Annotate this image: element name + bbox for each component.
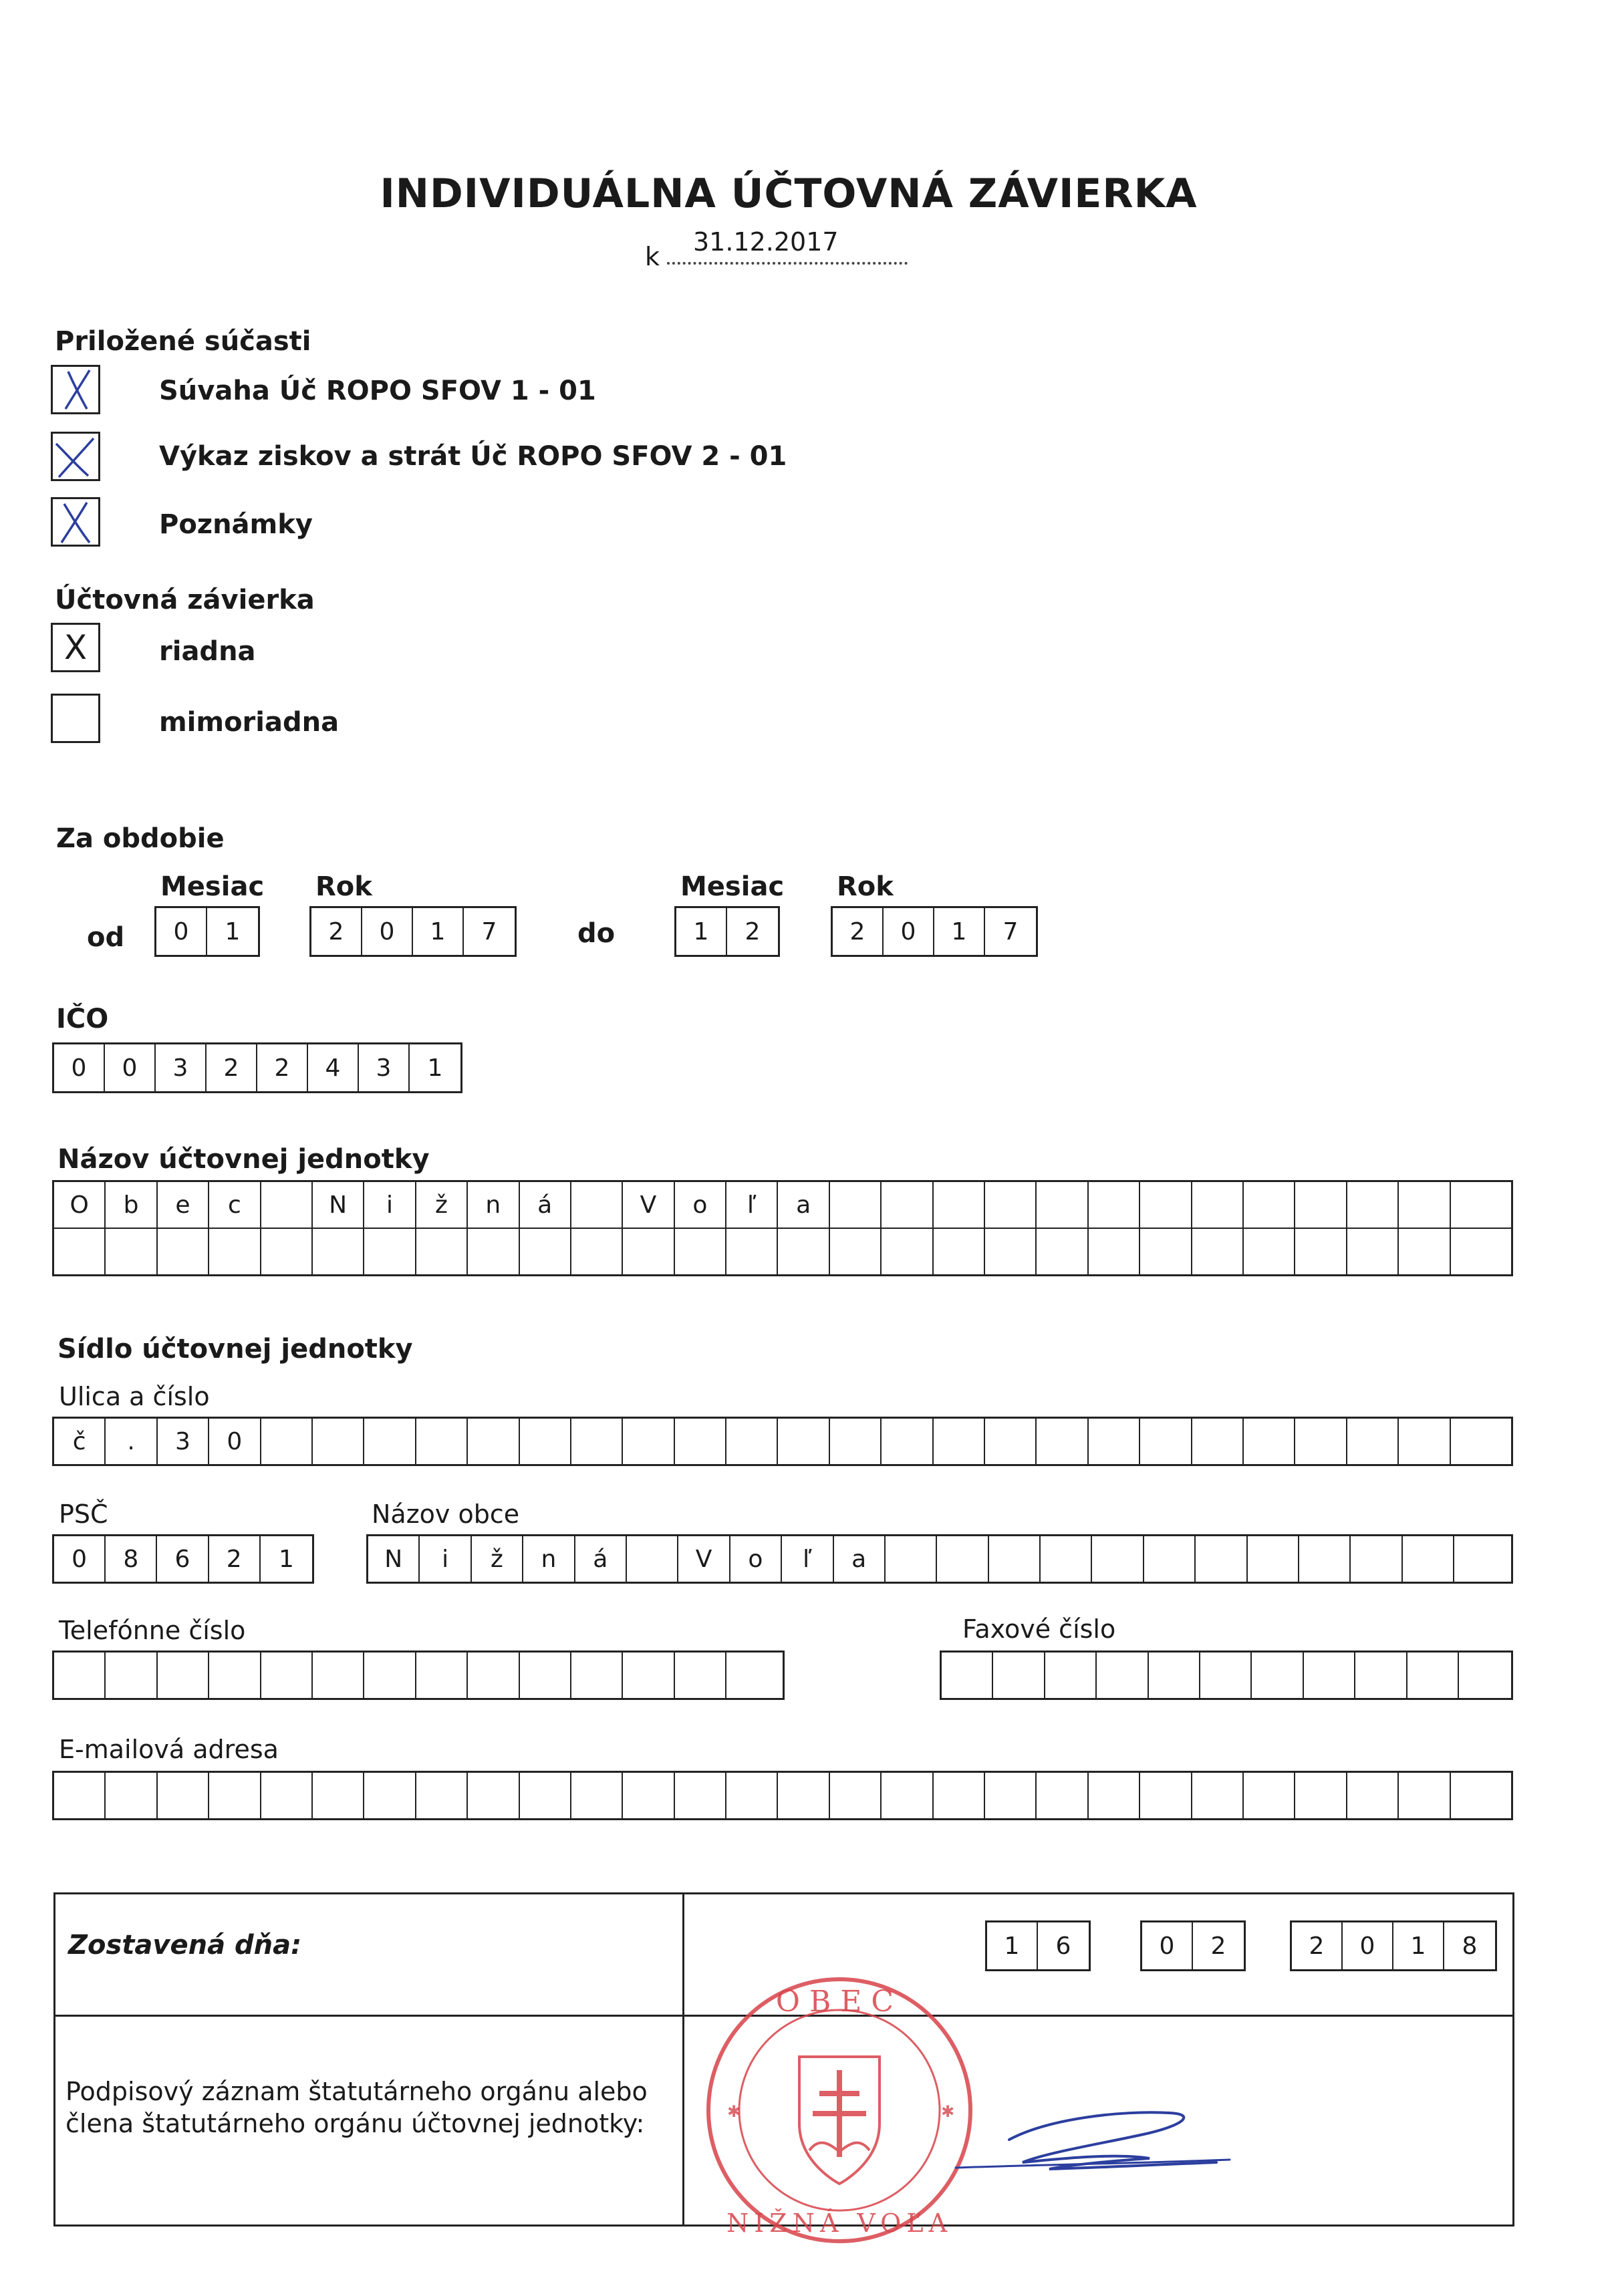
char-cell [1041, 1536, 1092, 1582]
street-row [54, 1419, 1511, 1464]
digit-cell: 7 [1002, 917, 1019, 946]
char-cell [1196, 1536, 1247, 1582]
char-cell [1140, 1182, 1192, 1228]
char-cell: b [106, 1182, 157, 1228]
digit-cell: 0 [1142, 1922, 1193, 1969]
fax-field[interactable] [940, 1651, 1513, 1700]
checkbox-regular[interactable] [51, 623, 100, 672]
checkbox-profit-loss[interactable] [51, 432, 100, 481]
char-cell [1149, 1653, 1200, 1698]
typed-x-mark: X [63, 628, 88, 667]
char-cell: e [158, 1182, 209, 1228]
char-cell [261, 1419, 313, 1464]
digit-cell: 7 [481, 917, 497, 946]
date-prefix: k [645, 242, 660, 271]
char-cell [1192, 1182, 1244, 1228]
char-cell: ž [472, 1536, 523, 1582]
char-cell [675, 1653, 726, 1698]
char-cell: 6 [157, 1536, 209, 1582]
char-cell: O [54, 1182, 106, 1228]
char-cell: . [106, 1419, 157, 1464]
fax-label: Faxové číslo [962, 1614, 1116, 1644]
char-cell [726, 1229, 778, 1274]
char-cell: á [575, 1536, 627, 1582]
char-cell [313, 1773, 364, 1818]
unit-name-heading: Názov účtovnej jednotky [57, 1144, 430, 1175]
char-cell [54, 1773, 106, 1818]
char-cell [1355, 1653, 1407, 1698]
zip-field[interactable] [52, 1534, 314, 1584]
compiled-year-field[interactable] [1290, 1920, 1497, 1971]
digit-cell: 0 [362, 908, 413, 955]
char-cell: i [420, 1536, 471, 1582]
char-cell: n [468, 1182, 519, 1228]
char-cell [313, 1229, 364, 1274]
digit-cell: 2 [833, 908, 884, 955]
char-cell [993, 1653, 1045, 1698]
char-cell [468, 1773, 519, 1818]
char-cell: o [730, 1536, 782, 1582]
char-cell [1244, 1182, 1295, 1228]
digit-cell: 0 [884, 908, 934, 955]
phone-field[interactable] [52, 1651, 785, 1700]
digit-cell: 0 [54, 1044, 105, 1091]
char-cell [985, 1773, 1037, 1818]
char-cell [934, 1182, 985, 1228]
digit-cell: 3 [156, 1044, 207, 1091]
zip-label: PSČ [59, 1499, 108, 1529]
char-cell: V [678, 1536, 730, 1582]
char-cell [934, 1773, 985, 1818]
char-cell [1045, 1653, 1097, 1698]
char-cell [468, 1419, 519, 1464]
char-cell [1454, 1536, 1506, 1582]
char-cell: V [623, 1182, 674, 1228]
char-cell [778, 1773, 829, 1818]
char-cell [1037, 1419, 1088, 1464]
digit-cell: 1 [427, 1054, 443, 1082]
char-cell [623, 1419, 674, 1464]
char-cell [261, 1773, 313, 1818]
phone-label: Telefónne číslo [59, 1616, 246, 1645]
char-cell [364, 1773, 416, 1818]
char-cell [675, 1773, 726, 1818]
char-cell [261, 1653, 313, 1698]
char-cell [623, 1229, 674, 1274]
to-month-label: Mesiac [680, 871, 785, 902]
from-year-label: Rok [315, 871, 372, 902]
to-year-label: Rok [837, 871, 894, 902]
ico-field[interactable] [52, 1042, 462, 1093]
attachment-label-profit-loss: Výkaz ziskov a strát Úč ROPO SFOV 2 - 01 [159, 441, 787, 472]
char-cell: N [368, 1536, 420, 1582]
char-cell: 3 [158, 1419, 209, 1464]
digit-cell: 6 [1055, 1932, 1071, 1960]
char-cell [520, 1653, 571, 1698]
char-cell [985, 1419, 1037, 1464]
char-cell [778, 1419, 829, 1464]
street-field[interactable] [52, 1417, 1513, 1466]
digit-cell: 2 [311, 908, 362, 955]
date-dotted-line [667, 262, 908, 265]
digit-cell: 1 [676, 908, 727, 955]
char-cell [989, 1536, 1041, 1582]
digit-cell: 3 [359, 1044, 410, 1091]
char-cell [1089, 1773, 1140, 1818]
char-cell [209, 1773, 261, 1818]
char-cell [1248, 1536, 1299, 1582]
to-label: do [577, 918, 616, 949]
char-cell: ľ [726, 1182, 778, 1228]
char-cell: č [54, 1419, 106, 1464]
period-heading: Za obdobie [56, 823, 225, 854]
char-cell [1451, 1419, 1502, 1464]
svg-text:✱: ✱ [727, 2102, 741, 2121]
digit-cell: 0 [1343, 1922, 1393, 1969]
char-cell [1140, 1773, 1192, 1818]
char-cell [571, 1653, 623, 1698]
to-month-field[interactable] [674, 906, 780, 957]
char-cell [1089, 1182, 1140, 1228]
char-cell: a [778, 1182, 829, 1228]
char-cell [1244, 1229, 1295, 1274]
unit-name-field[interactable] [52, 1180, 1513, 1276]
char-cell [1252, 1653, 1303, 1698]
char-cell [1089, 1419, 1140, 1464]
attachments-heading: Priložené súčasti [55, 326, 311, 357]
digit-cell: 2 [1210, 1932, 1226, 1960]
char-cell [882, 1182, 933, 1228]
email-label: E-mailová adresa [59, 1735, 279, 1764]
char-cell [1244, 1773, 1295, 1818]
char-cell [1299, 1536, 1351, 1582]
char-cell [623, 1773, 674, 1818]
fax-row [942, 1653, 1511, 1698]
char-cell: 0 [54, 1536, 106, 1582]
char-cell [1407, 1653, 1459, 1698]
char-cell: o [675, 1182, 726, 1228]
digit-cell: 1 [1393, 1922, 1444, 1969]
email-row [54, 1773, 1511, 1818]
attachment-label-balance-sheet: Súvaha Úč ROPO SFOV 1 - 01 [159, 376, 596, 406]
from-month-field[interactable] [154, 906, 260, 957]
char-cell [1244, 1419, 1295, 1464]
char-cell [1399, 1182, 1450, 1228]
char-cell [416, 1229, 468, 1274]
city-row [368, 1536, 1511, 1582]
char-cell [675, 1229, 726, 1274]
char-cell [830, 1182, 882, 1228]
char-cell [1347, 1229, 1399, 1274]
char-cell [106, 1773, 157, 1818]
to-year-field[interactable] [831, 906, 1038, 957]
digit-cell: 2 [745, 917, 761, 946]
char-cell [1399, 1419, 1450, 1464]
char-cell [54, 1229, 106, 1274]
char-cell: 8 [106, 1536, 157, 1582]
char-cell [726, 1653, 778, 1698]
char-cell [571, 1182, 623, 1228]
attachment-label-notes: Poznámky [159, 509, 313, 540]
digit-cell: 0 [105, 1044, 156, 1091]
char-cell [830, 1773, 882, 1818]
from-label: od [87, 922, 125, 953]
char-cell [1295, 1773, 1347, 1818]
char-cell [882, 1419, 933, 1464]
address-heading: Sídlo účtovnej jednotky [57, 1334, 413, 1365]
char-cell [1092, 1536, 1144, 1582]
char-cell [158, 1773, 209, 1818]
char-cell [886, 1536, 937, 1582]
char-cell [1451, 1773, 1502, 1818]
ico-heading: IČO [56, 1004, 109, 1034]
char-cell [1399, 1229, 1450, 1274]
char-cell [1295, 1419, 1347, 1464]
char-cell [106, 1229, 157, 1274]
digit-cell: 8 [1462, 1932, 1478, 1960]
char-cell [934, 1419, 985, 1464]
char-cell [571, 1419, 623, 1464]
digit-cell: 2 [1292, 1922, 1343, 1969]
char-cell [1347, 1182, 1399, 1228]
char-cell [416, 1419, 468, 1464]
char-cell [209, 1653, 261, 1698]
checkbox-extraordinary[interactable] [51, 694, 100, 743]
char-cell [1192, 1229, 1244, 1274]
char-cell [1200, 1653, 1252, 1698]
signature-instructions [65, 2075, 648, 2140]
char-cell [158, 1229, 209, 1274]
char-cell [54, 1653, 106, 1698]
handwritten-x-icon [53, 500, 98, 544]
char-cell [1037, 1229, 1088, 1274]
signature-label-line-1: Podpisový záznam štatutárneho orgánu alebo [65, 2077, 648, 2106]
char-cell [1097, 1653, 1148, 1698]
svg-text:✱: ✱ [941, 2102, 955, 2121]
char-cell [985, 1182, 1037, 1228]
char-cell: 2 [209, 1536, 261, 1582]
char-cell [520, 1773, 571, 1818]
char-cell [1347, 1773, 1399, 1818]
phone-row [54, 1653, 783, 1698]
char-cell [937, 1536, 988, 1582]
char-cell [778, 1229, 829, 1274]
char-cell [313, 1419, 364, 1464]
char-cell [675, 1419, 726, 1464]
signature-label-line-2: člena štatutárneho orgánu účtovnej jednotky: [65, 2109, 645, 2138]
char-cell: c [209, 1182, 261, 1228]
char-cell [1192, 1419, 1244, 1464]
char-cell: á [520, 1182, 571, 1228]
char-cell [882, 1773, 933, 1818]
char-cell [261, 1182, 313, 1228]
char-cell [1347, 1419, 1399, 1464]
char-cell [882, 1229, 933, 1274]
char-cell [1037, 1182, 1088, 1228]
street-label: Ulica a číslo [59, 1382, 210, 1411]
char-cell [571, 1773, 623, 1818]
closing-label-extraordinary: mimoriadna [159, 707, 340, 738]
compiled-month-field[interactable] [1140, 1920, 1246, 1971]
char-cell [571, 1229, 623, 1274]
char-cell: 1 [278, 1545, 294, 1573]
digit-cell: 0 [156, 908, 207, 955]
char-cell [520, 1229, 571, 1274]
char-cell: a [834, 1536, 886, 1582]
char-cell [1144, 1536, 1196, 1582]
char-cell [726, 1773, 778, 1818]
char-cell [416, 1773, 468, 1818]
handwritten-x-icon [53, 434, 98, 478]
char-cell: 0 [209, 1419, 261, 1464]
city-label: Názov obce [372, 1499, 520, 1529]
handwritten-signature [949, 2098, 1243, 2178]
char-cell [1351, 1536, 1402, 1582]
char-cell [942, 1653, 993, 1698]
char-cell [158, 1653, 209, 1698]
char-cell [1295, 1182, 1347, 1228]
char-cell [468, 1653, 519, 1698]
char-cell [1403, 1536, 1454, 1582]
char-cell [209, 1229, 261, 1274]
closing-type-heading: Účtovná závierka [55, 585, 315, 615]
document-title: INDIVIDUÁLNA ÚČTOVNÁ ZÁVIERKA [380, 170, 1198, 217]
char-cell [1089, 1229, 1140, 1274]
char-cell [830, 1419, 882, 1464]
char-cell [1192, 1773, 1244, 1818]
char-cell [106, 1653, 157, 1698]
char-cell [1295, 1229, 1347, 1274]
municipal-seal-stamp [699, 1970, 980, 2251]
char-cell [726, 1419, 778, 1464]
from-year-field[interactable] [309, 906, 517, 957]
email-field[interactable] [52, 1771, 1513, 1820]
char-cell [1037, 1773, 1088, 1818]
char-cell [830, 1229, 882, 1274]
date-value: 31.12.2017 [693, 227, 839, 257]
digit-cell: 1 [987, 1922, 1038, 1969]
digit-cell: 2 [207, 1044, 257, 1091]
char-cell [364, 1653, 416, 1698]
stamp-top-lettering: OBEC [775, 1985, 904, 2019]
digit-cell: 1 [225, 917, 241, 946]
digit-cell: 2 [257, 1044, 308, 1091]
unit-name-row-1 [54, 1182, 1511, 1228]
char-cell [416, 1653, 468, 1698]
checkbox-notes[interactable] [51, 497, 100, 547]
digit-cell: 1 [413, 908, 464, 955]
from-month-label: Mesiac [160, 871, 265, 902]
char-cell [1304, 1653, 1355, 1698]
handwritten-x-icon [53, 368, 98, 412]
char-cell [364, 1419, 416, 1464]
char-cell [261, 1229, 313, 1274]
city-field[interactable] [366, 1534, 1513, 1584]
checkbox-balance-sheet[interactable] [51, 365, 100, 414]
char-cell: i [364, 1182, 416, 1228]
char-cell [1140, 1419, 1192, 1464]
unit-name-row-2 [54, 1228, 1511, 1274]
char-cell [520, 1419, 571, 1464]
char-cell [985, 1229, 1037, 1274]
char-cell [1459, 1653, 1510, 1698]
char-cell [934, 1229, 985, 1274]
char-cell [1399, 1773, 1450, 1818]
digit-cell: 4 [308, 1044, 359, 1091]
char-cell: n [523, 1536, 575, 1582]
char-cell [364, 1229, 416, 1274]
zip-row [54, 1536, 312, 1582]
char-cell: N [313, 1182, 364, 1228]
char-cell [1451, 1229, 1502, 1274]
closing-label-regular: riadna [159, 636, 256, 667]
compiled-day-field[interactable] [985, 1920, 1091, 1971]
divider-vertical [682, 1894, 684, 2225]
digit-cell: 1 [934, 908, 985, 955]
compiled-date-label: Zostavená dňa: [68, 1930, 302, 1961]
char-cell [313, 1653, 364, 1698]
char-cell [1451, 1182, 1502, 1228]
char-cell: ľ [782, 1536, 833, 1582]
char-cell: ž [416, 1182, 468, 1228]
char-cell [1140, 1229, 1192, 1274]
char-cell [623, 1653, 674, 1698]
stamp-bottom-lettering: NIŽNÁ VOĽA [726, 2208, 953, 2238]
char-cell [468, 1229, 519, 1274]
char-cell [627, 1536, 678, 1582]
